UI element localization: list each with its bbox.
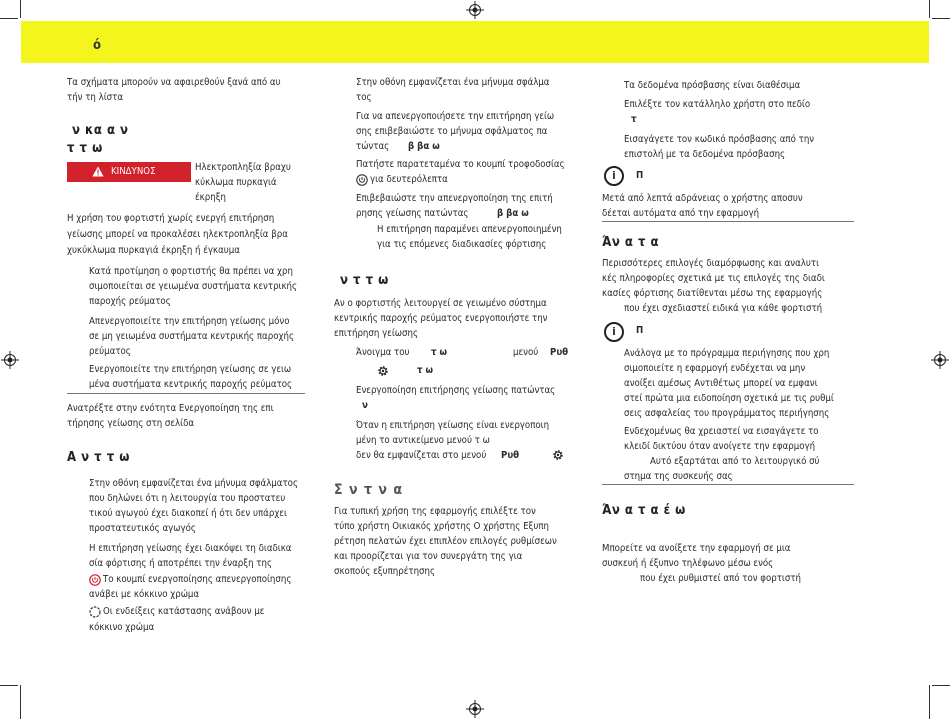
divider: [602, 484, 854, 485]
info-text: Μετά από λεπτά αδράνειας ο χρήστης αποσυν: [602, 193, 803, 204]
result-line: Όταν η επιτήρηση γείωσης είναι ενεργοποιη: [356, 420, 550, 431]
ui-term: ν: [362, 400, 368, 411]
ui-term: β βα ω: [408, 141, 440, 152]
list-item: Για να απενεργοποιήσετε την επιτήρηση γείω: [356, 111, 555, 122]
info-icon: i: [604, 166, 624, 186]
danger-label-text: ΚΙΝΔΥΝΟΣ: [111, 166, 156, 177]
danger-text: κύκλωμα πυρκαγιά: [195, 177, 277, 188]
list-item: Τα δεδομένα πρόσβασης είναι διαθέσιμα: [624, 80, 801, 91]
list-item: Ενδεχομένως θα χρειαστεί να εισαγάγετε το: [624, 426, 819, 437]
body-paragraph: κασίες φόρτισης διατίθενται μέσω της εφαρμογής: [602, 288, 823, 299]
ui-term: Ρυθ: [550, 347, 569, 358]
list-item: προστατευτικός αγωγός: [89, 523, 196, 534]
list-item: σε μη γειωμένα συστήματα κεντρικής παροχής: [89, 331, 295, 342]
section-heading: τ τ ω: [67, 141, 103, 156]
body-paragraph: Αν ο φορτιστής λειτουργεί σε γειωμένο σύστημα: [334, 298, 547, 309]
crop-mark: [932, 685, 950, 686]
danger-paragraph: Η χρήση του φορτιστή χωρίς ενεργή επιτήρηση: [67, 213, 275, 224]
power-button-icon: [356, 174, 368, 186]
crop-mark: [20, 0, 21, 18]
body-paragraph: τύπο χρήστη Οικιακός χρήστης Ο χρήστης Εξυπη: [334, 521, 550, 532]
list-item: τώντας: [356, 141, 390, 152]
danger-text: Ηλεκτροπληξία βραχυ: [195, 162, 291, 173]
body-paragraph: ρέτηση πελατών έχει επιπλέον επιλογές ρυθμίσεων: [334, 536, 557, 547]
list-item: σία φόρτισης ή αποτρέπει την έναρξη της: [89, 558, 273, 569]
list-item: Εισαγάγετε τον κωδικό πρόσβασης από την: [624, 134, 815, 145]
list-item: μενού: [513, 347, 539, 358]
list-item: Απενεργοποιείτε την επιτήρηση γείωσης μόνο: [89, 316, 290, 327]
list-item: μένα συστήματα κεντρικής παροχής ρεύματος: [89, 379, 293, 390]
list-item: σιμοποιείται σε γειωμένα συστήματα κεντρικής: [89, 281, 298, 292]
list-item: κόκκινο χρώμα: [89, 622, 155, 633]
list-item: τικού αγωγού έχει διακοπεί ή ότι δεν υπάρχει: [89, 508, 287, 519]
list-item: Επιλέξτε τον κατάλληλο χρήστη στο πεδίο: [624, 99, 811, 110]
body-paragraph: που έχει ρυθμιστεί από τον φορτιστή: [640, 573, 801, 584]
list-item: Αυτό εξαρτάται από το λειτουργικό σύ: [650, 456, 820, 467]
result-line: Η επιτήρηση παραμένει απενεργοποιημένη: [377, 224, 562, 235]
list-item: παροχής ρεύματος: [89, 296, 171, 307]
registration-mark-icon: [931, 351, 949, 369]
crop-mark: [932, 18, 950, 19]
list-item: στημα της συσκευής σας: [624, 471, 733, 482]
info-icon: i: [604, 322, 624, 342]
cross-reference: Ανατρέξτε στην ενότητα Ενεργοποίηση της επι: [67, 403, 274, 414]
list-item: ρεύματος: [89, 346, 131, 357]
divider: [67, 393, 305, 394]
divider: [602, 221, 854, 222]
section-heading: Άν α τ α έ ω: [602, 503, 686, 518]
list-item: Κατά προτίμηση ο φορτιστής θα πρέπει να χρη: [89, 266, 293, 277]
list-item: Άνοιγμα του: [356, 347, 410, 358]
list-item: σιμοποιείτε η εφαρμογή ενδέχεται να μην: [624, 363, 806, 374]
result-line: δεν θα εμφανίζεται στο μενού: [356, 450, 487, 461]
list-item: Στην οθόνη εμφανίζεται ένα μήνυμα σφάλματος: [89, 478, 299, 489]
ui-term: β βα ω: [497, 208, 529, 219]
body-paragraph: Περισσότερες επιλογές διαμόρφωσης και αναλυτι: [602, 258, 819, 269]
section-heading: Σ ν τ ν α: [334, 482, 403, 498]
list-item: Επιβεβαιώστε την απενεργοποίηση της επιτή: [356, 193, 553, 204]
power-button-icon: [89, 574, 101, 586]
section-heading: ν τ τ ω: [340, 273, 389, 288]
ui-term: τ ω: [417, 365, 434, 376]
body-paragraph: Για τυπική χρήση της εφαρμογής επιλέξτε τον: [334, 506, 536, 517]
list-item: για δευτερόλεπτα: [370, 174, 448, 185]
status-indicator-icon: [89, 606, 101, 618]
body-paragraph: σκοπούς εξυπηρέτησης: [334, 566, 436, 577]
gear-icon: [377, 365, 389, 377]
list-item: Η επιτήρηση γείωσης έχει διακόψει τη διαδικα: [89, 543, 292, 554]
result-line: μένη το αντικείμενο μενού τ ω: [356, 435, 490, 446]
list-item: Πατήστε παρατεταμένα το κουμπί τροφοδοσίας: [356, 159, 565, 170]
body-paragraph: που έχει σχεδιαστεί ειδικά για κάθε φορτιστή: [624, 303, 823, 314]
list-item: επιστολή με τα δεδομένα πρόσβασης: [624, 149, 786, 160]
page-title: ό: [93, 38, 102, 53]
list-item: Στην οθόνη εμφανίζεται ένα μήνυμα σφάλμα: [356, 77, 550, 88]
body-paragraph: επιτήρηση γείωσης: [334, 328, 419, 339]
body-paragraph: κεντρικής παροχής ρεύματος ενεργοποιήστε την: [334, 313, 548, 324]
header-band: [21, 21, 929, 63]
list-item: ανάβει με κόκκινο χρώμα: [89, 589, 200, 600]
list-item: σης επιβεβαιώστε το μήνυμα σφάλματος πα: [356, 126, 548, 137]
intro-line: τήν τη λίστα: [67, 92, 124, 103]
list-item: σεις ασφαλείας του προγράμματος περιήγησης: [624, 408, 830, 419]
danger-label: [67, 162, 191, 182]
crop-mark: [0, 18, 18, 19]
gear-icon: [552, 449, 564, 461]
list-item: ρησης γείωσης πατώντας: [356, 208, 469, 219]
list-item: Ενεργοποιείτε την επιτήρηση γείωσης σε γειω: [89, 364, 292, 375]
body-paragraph: και προορίζεται για τον συνεργάτη της για: [334, 551, 523, 562]
danger-paragraph: γείωσης μπορεί να προκαλέσει ηλεκτροπληξία βρα: [67, 229, 288, 240]
warning-triangle-icon: [92, 166, 104, 177]
list-item: τος: [356, 92, 372, 103]
list-item: κλειδί δικτύου όταν ανοίγετε την εφαρμογή: [624, 441, 816, 452]
info-text: δέεται αυτόματα από την εφαρμογή: [602, 208, 760, 219]
list-item: Το κουμπί ενεργοποίησης απενεργοποίησης: [103, 574, 292, 585]
list-item: Ανάλογα με το πρόγραμμα περιήγησης που χρη: [624, 348, 830, 359]
danger-text: έκρηξη: [195, 192, 226, 203]
crop-mark: [929, 685, 930, 719]
section-heading: ν κα α ν: [72, 123, 129, 138]
ui-term: τ ω: [431, 347, 448, 358]
section-heading: Α ν τ τ ω: [67, 450, 130, 465]
body-paragraph: συσκευή ή έξυπνο τηλέφωνο μέσω ενός: [602, 558, 774, 569]
crop-mark: [929, 0, 930, 18]
crop-mark: [20, 685, 21, 719]
result-line: για τις επόμενες διαδικασίες φόρτισης: [377, 239, 547, 250]
list-item: Οι ενδείξεις κατάστασης ανάβουν με: [103, 606, 265, 617]
crop-mark: [0, 685, 18, 686]
registration-mark-icon: [466, 1, 484, 19]
danger-paragraph: χυκύκλωμα πυρκαγιά έκρηξη ή έγκαυμα: [67, 245, 240, 256]
info-title: Π: [636, 170, 644, 181]
list-item: Ενεργοποίηση επιτήρησης γείωσης πατώντας: [356, 385, 556, 396]
ui-term: Ρυθ: [501, 450, 520, 461]
intro-line: Τα σχήματα μπορούν να αφαιρεθούν ξανά από αυ: [67, 77, 281, 88]
list-item: που δηλώνει ότι η λειτουργία του προστατευ: [89, 493, 286, 504]
body-paragraph: Μπορείτε να ανοίξετε την εφαρμογή σε μια: [602, 543, 791, 554]
info-title: Π: [636, 325, 644, 336]
registration-mark-icon: [466, 700, 484, 718]
list-item: ανοίξει αμέσως Αντιθέτως μπορεί να εμφανι: [624, 378, 818, 389]
section-heading: Άν α τ α: [602, 235, 660, 250]
ui-term: τ: [631, 114, 637, 125]
cross-reference: τήρησης γείωσης στη σελίδα: [67, 418, 195, 429]
registration-mark-icon: [1, 351, 19, 369]
body-paragraph: κές πληροφορίες σχετικά με τις επιλογές της διαδι: [602, 273, 825, 284]
list-item: στεί πρώτα μια ειδοποίηση σχετικά με τις ρυθμί: [624, 393, 834, 404]
